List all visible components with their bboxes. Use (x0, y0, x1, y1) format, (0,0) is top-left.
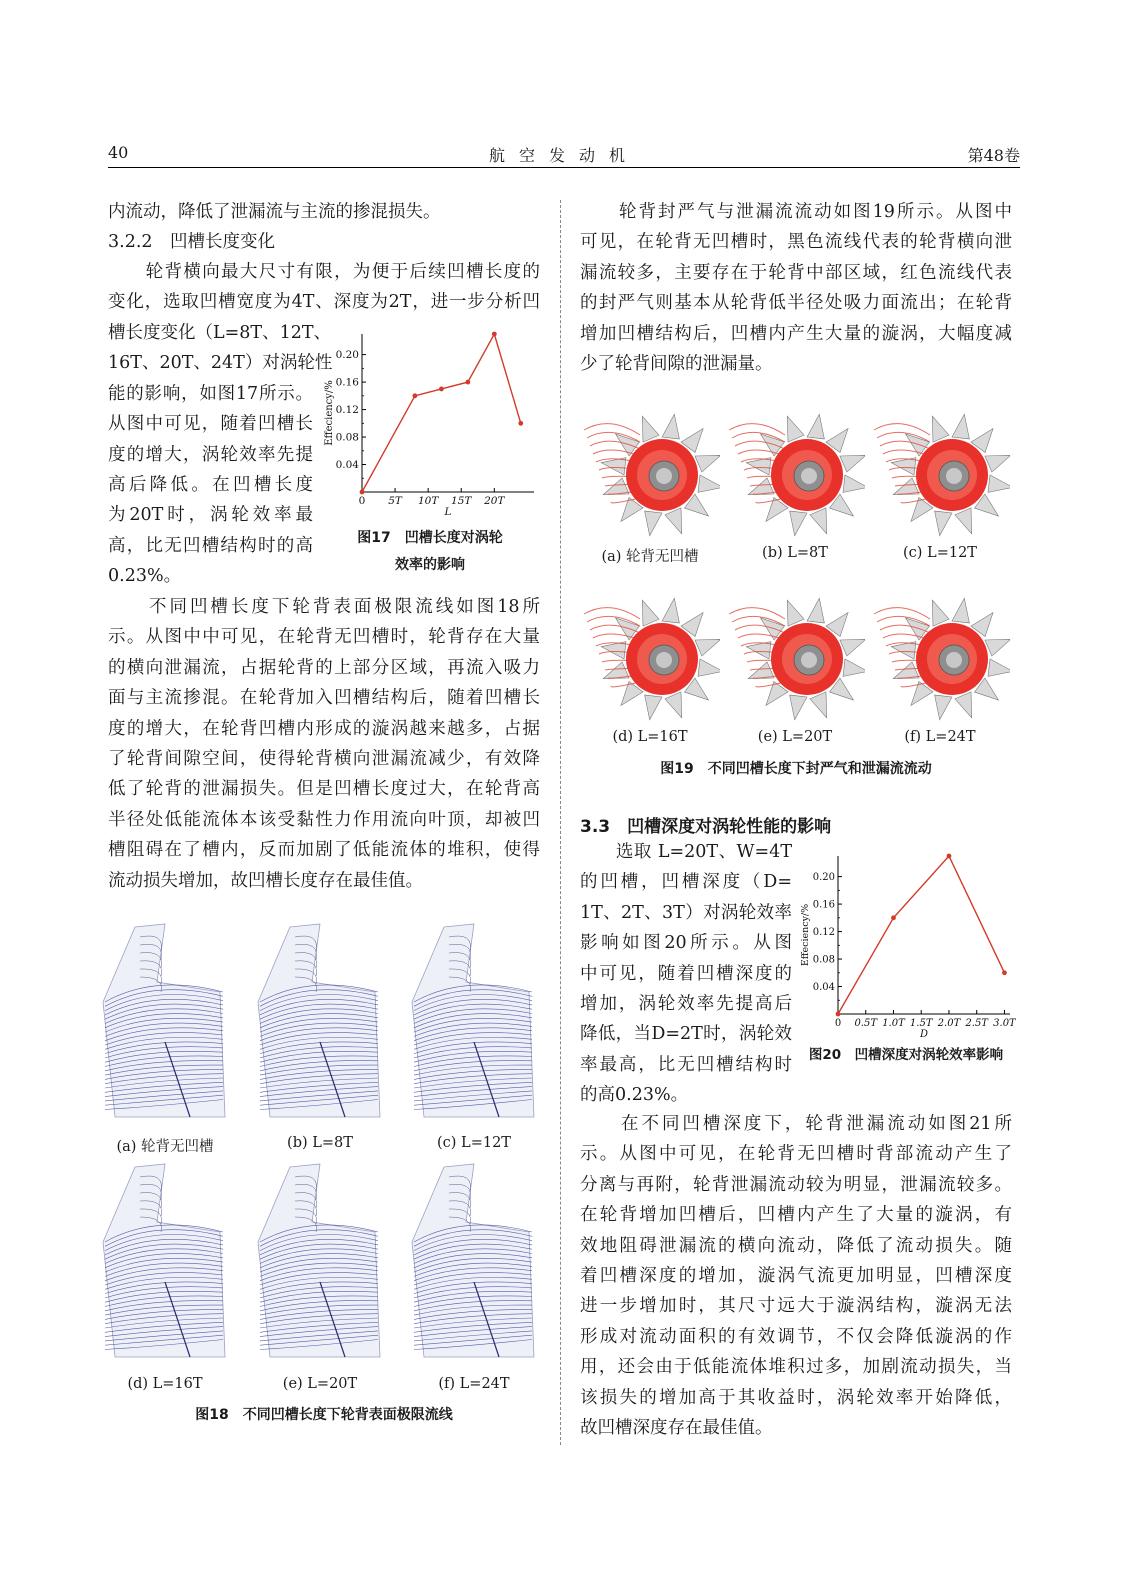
rotor-blade (935, 695, 952, 720)
fig19-subcaption-c: (c) L=12T (903, 545, 977, 561)
x-tick-label: 0 (358, 495, 366, 507)
y-tick-label: 0.16 (812, 899, 835, 911)
fig18-streamline-image (95, 922, 235, 1122)
blade-surface (412, 1164, 534, 1357)
rotor-blade (952, 414, 969, 439)
blade-surface (258, 924, 380, 1117)
rotor-blade (665, 508, 682, 534)
figure-18-caption: 图18 不同凹槽长度下轮背表面极限流线 (195, 1407, 453, 1423)
rotor-blade (698, 659, 720, 676)
rotor-blade (698, 475, 720, 492)
fig18-streamline-image (404, 1162, 544, 1362)
rotor-blade (893, 478, 919, 495)
paragraph-groove-length-narrow: 槽长度变化（L=8T、12T、 16T、20T、24T）对涡轮性 能的影响，如图17所示。 从图中可见，随着凹槽长 度的增大，涡轮效率先提 高后降低。在凹槽长度 为20T时，涡轮效率最 高，比无凹槽结构时的高 0.23%。 (108, 323, 333, 587)
figure-20-caption: 图20 凹槽深度对涡轮效率影响 (808, 1047, 1004, 1063)
data-point (492, 332, 497, 337)
y-tick-label: 0.16 (335, 376, 359, 389)
hub-bore (656, 652, 672, 668)
rotor-blade (746, 458, 771, 475)
rotor-blade (988, 475, 1010, 492)
figure-17-caption: 图17 凹槽长度对涡轮 效率的影响 (357, 530, 503, 573)
blade-surface (103, 1164, 225, 1357)
rotor-blade (807, 598, 824, 623)
rotor-blade (695, 639, 720, 656)
paragraph-limit-streamlines: 不同凹槽长度下轮背表面极限流线如图18所 示。从图中中可见，在轮背无凹槽时，轮背存在大量 的横向泄漏流，占据轮背的上部分区域，再流入吸力 面与主流掺混。在轮背加入凹槽结构后，随着凹槽长 度的增大，在轮背凹槽内形成的漩涡越来越多，占据 了轮背间隙空间，使得轮背横向泄漏流减少，有效降 低了轮背的泄漏损失。但是凹槽长度过大，在轮背高 半径处低能流体本该受黏性力作用流向叶顶，却被凹 槽阻碍在了槽内，反而加剧了低能流体的堆积，使得 流动损失增加，故凹槽长度存在最佳值。 (108, 597, 540, 891)
x-tick-label: 15T (451, 495, 472, 507)
fig19-flow-image (580, 594, 720, 724)
figure-19-caption: 图19 不同凹槽长度下封严气和泄漏流流动 (660, 761, 932, 777)
rotor-blade (665, 692, 682, 718)
data-point (518, 421, 523, 426)
rotor-blade (645, 695, 662, 720)
column-divider (560, 200, 561, 1445)
y-tick-label: 0.04 (335, 459, 359, 472)
x-axis-label: L (444, 506, 452, 518)
fig19-flow-image (580, 410, 720, 540)
paragraph-groove-depth-flow: 在不同凹槽深度下，轮背泄漏流动如图21所 示。从图中可见，在轮背无凹槽时背部流动产生了 分离与再附，轮背泄漏流动较为明显，泄漏流较多。 在轮背增加凹槽后，凹槽内产生了大量的漩涡，有 效地阻碍泄漏流的横向流动，降低了流动损失。随 着凹槽深度的增加，漩涡气流更加明显，凹槽深度 进一步增加时，其尺寸远大于漩涡结构，漩涡无法 形成对流动面积的有效调节，不仅会降低漩涡的作 用，还会由于低能流体堆积过多，加剧流动损失，当 该损失的增加高于其收益时，涡轮效率开始降低， 故凹槽深度存在最佳值。 (580, 1114, 1012, 1438)
hub-bore (946, 652, 962, 668)
section-heading-3-2-2: 3.2.2 凹槽长度变化 (108, 232, 276, 252)
rotor-blade (935, 511, 952, 536)
rotor-blade (932, 600, 949, 626)
x-axis-label: D (919, 1029, 929, 1038)
rotor-blade (748, 662, 774, 679)
x-tick-label: 20T (484, 495, 505, 507)
fig18-streamline-image (250, 922, 390, 1122)
rotor-blade (642, 416, 659, 442)
rotor-blade (840, 639, 865, 656)
leak-streamline (874, 608, 930, 619)
rotor-blade (843, 659, 865, 676)
fig18-streamline-image (95, 1162, 235, 1362)
page-number: 40 (108, 143, 129, 162)
leak-streamline (729, 424, 785, 435)
rotor-blade (810, 692, 827, 718)
rotor-blade (893, 662, 919, 679)
fig19-subcaption-f: (f) L=24T (904, 729, 976, 745)
data-point (836, 1012, 841, 1017)
rotor-blade (601, 458, 626, 475)
y-tick-label: 0.08 (812, 954, 835, 966)
paragraph-seal-gas: 轮背封严气与泄漏流流动如图19所示。从图中 可见，在轮背无凹槽时，黑色流线代表的轮背横向泄 漏流较多，主要存在于轮背中部区域，红色流线代表 的封严气则基本从轮背低半径处吸力面流出；在轮背 增加凹槽结构后，凹槽内产生大量的漩涡，大幅度减 少了轮背间隙的泄漏量。 (580, 202, 1012, 374)
data-point (947, 854, 952, 859)
rotor-blade (952, 598, 969, 623)
rotor-blade (790, 695, 807, 720)
rotor-blade (787, 416, 804, 442)
y-axis-label: Effeciency/% (324, 380, 335, 446)
data-point (891, 915, 896, 920)
fig18-streamline-image (250, 1162, 390, 1362)
rotor-blade (748, 478, 774, 495)
leak-streamline (584, 608, 640, 619)
fig18-streamline-image (404, 922, 544, 1122)
rotor-blade (955, 692, 972, 718)
x-tick-label: 10T (417, 495, 439, 507)
fig18-subcaption-c: (c) L=12T (437, 1135, 511, 1151)
blade-surface (258, 1164, 380, 1357)
fig18-subcaption-e: (e) L=20T (282, 1376, 358, 1392)
leak-streamline (874, 424, 930, 435)
rotor-blade (985, 639, 1010, 656)
paragraph-continuation: 内流动，降低了泄漏流与主流的掺混损失。 (108, 202, 441, 222)
rotor-blade (955, 508, 972, 534)
x-tick-label: 0 (834, 1018, 842, 1029)
series-line (838, 856, 1004, 1014)
journal-title: 航空发动机 (488, 146, 639, 165)
leak-streamline (584, 424, 640, 435)
data-point (465, 380, 470, 385)
hub-bore (801, 468, 817, 484)
rotor-blade (840, 455, 865, 472)
data-point (439, 387, 444, 392)
fig19-subcaption-b: (b) L=8T (762, 545, 828, 561)
rotor-blade (988, 659, 1010, 676)
blade-surface (103, 924, 225, 1117)
rotor-blade (662, 598, 679, 623)
hub-bore (801, 652, 817, 668)
fig19-flow-image (725, 594, 865, 724)
rotor-blade (932, 416, 949, 442)
paragraph-groove-depth-narrow: 选取 L=20T、W=4T 的凹槽，凹槽深度（D= 1T、2T、3T）对涡轮效率 影响如图20所示。从图 中可见，随着凹槽深度的 增加，涡轮效率先提高后 降低，当D=2T时，涡轮效 率最高，比无凹槽结构时 的高0.23%。 (580, 842, 792, 1106)
leak-streamline (729, 608, 785, 619)
rotor-blade (645, 511, 662, 536)
hub-bore (946, 468, 962, 484)
rotor-blade (603, 662, 629, 679)
rotor-blade (891, 458, 916, 475)
section-heading-3-3: 3.3 凹槽深度对涡轮性能的影响 (580, 817, 832, 837)
rotor-blade (601, 642, 626, 659)
rotor-blade (810, 508, 827, 534)
rotor-blade (843, 475, 865, 492)
hub-bore (656, 468, 672, 484)
fig18-subcaption-f: (f) L=24T (438, 1376, 510, 1392)
rotor-blade (695, 455, 720, 472)
x-tick-label: 3.0T (993, 1018, 1016, 1029)
volume-label: 第48卷 (967, 146, 1020, 165)
rotor-blade (603, 478, 629, 495)
x-tick-label: 2.5T (965, 1018, 988, 1029)
data-point (1002, 970, 1007, 975)
fig19-subcaption-d: (d) L=16T (612, 729, 688, 745)
fig19-subcaption-e: (e) L=20T (757, 729, 833, 745)
rotor-blade (891, 642, 916, 659)
paragraph-groove-length-intro: 轮背横向最大尺寸有限，为便于后续凹槽长度的 变化，选取凹槽宽度为4T、深度为2T，进一步分析凹 (108, 262, 540, 313)
y-tick-label: 0.20 (335, 349, 359, 362)
y-tick-label: 0.04 (812, 982, 835, 994)
rotor-blade (807, 414, 824, 439)
y-tick-label: 0.12 (812, 927, 835, 939)
fig19-flow-image (870, 410, 1010, 540)
figure-17-line-chart (316, 326, 540, 522)
y-tick-label: 0.08 (335, 431, 359, 444)
y-tick-label: 0.20 (812, 872, 835, 884)
fig19-flow-image (870, 594, 1010, 724)
page-header (108, 143, 1020, 168)
x-tick-label: 0.5T (854, 1018, 878, 1029)
series-line (362, 334, 521, 492)
rotor-blade (787, 600, 804, 626)
x-tick-label: 5T (388, 495, 402, 507)
y-axis-label: Effeciency/% (800, 903, 811, 967)
blade-surface (412, 924, 534, 1117)
data-point (413, 393, 418, 398)
fig18-subcaption-b: (b) L=8T (287, 1135, 353, 1151)
fig18-subcaption-a: (a) 轮背无凹槽 (116, 1139, 214, 1155)
x-tick-label: 2.0T (937, 1018, 961, 1029)
data-point (360, 490, 365, 495)
x-tick-label: 1.0T (882, 1018, 905, 1029)
fig18-subcaption-d: (d) L=16T (127, 1376, 203, 1392)
rotor-blade (790, 511, 807, 536)
figure-20-line-chart (796, 848, 1016, 1038)
x-tick-label: 1.5T (909, 1018, 933, 1029)
rotor-blade (985, 455, 1010, 472)
fig19-subcaption-a: (a) 轮背无凹槽 (601, 549, 699, 565)
rotor-blade (662, 414, 679, 439)
rotor-blade (746, 642, 771, 659)
fig19-flow-image (725, 410, 865, 540)
y-tick-label: 0.12 (335, 404, 359, 417)
rotor-blade (642, 600, 659, 626)
